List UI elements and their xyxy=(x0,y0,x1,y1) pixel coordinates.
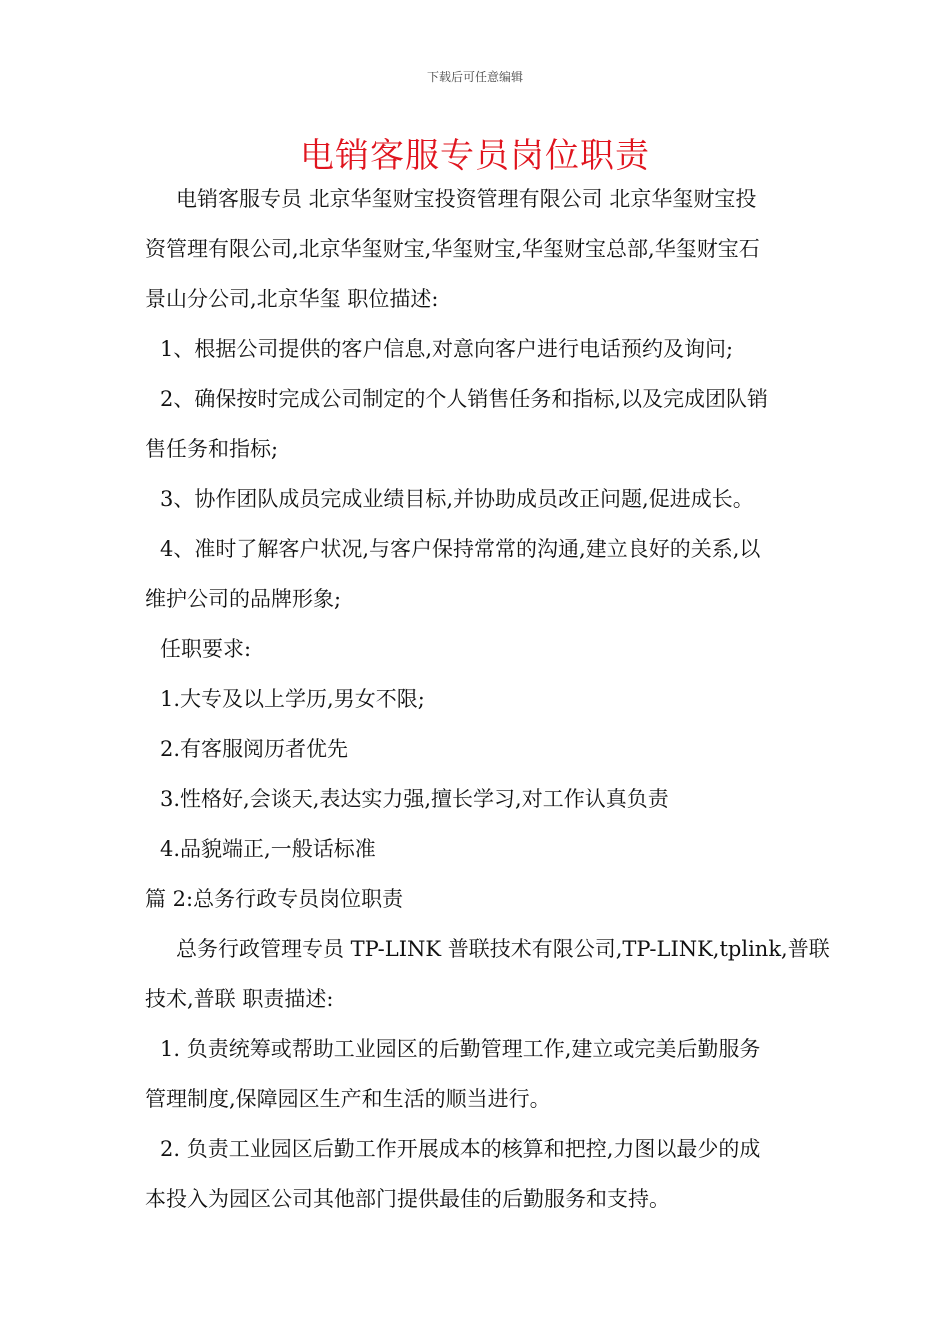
paragraph-line: 售任务和指标; xyxy=(145,437,279,461)
list-item: 1. 负责统筹或帮助工业园区的后勤管理工作,建立或完美后勤服务 xyxy=(160,1037,761,1061)
list-item: 4.品貌端正,一般话标准 xyxy=(160,837,376,861)
paragraph-line: 资管理有限公司,北京华玺财宝,华玺财宝,华玺财宝总部,华玺财宝石 xyxy=(145,237,760,261)
paragraph-line: 景山分公司,北京华玺 职位描述: xyxy=(145,287,439,311)
list-item: 2.有客服阅历者优先 xyxy=(160,737,349,761)
section-heading: 篇 2:总务行政专员岗位职责 xyxy=(145,887,404,911)
paragraph-line: 总务行政管理专员 TP-LINK 普联技术有限公司,TP-LINK,tplink,普联 xyxy=(176,937,830,961)
list-item: 1.大专及以上学历,男女不限; xyxy=(160,687,425,711)
list-item: 3、协作团队成员完成业绩目标,并协助成员改正问题,促进成长。 xyxy=(160,487,754,511)
header-note: 下载后可任意编辑 xyxy=(426,70,523,84)
list-item: 4、准时了解客户状况,与客户保持常常的沟通,建立良好的关系,以 xyxy=(160,537,761,561)
list-item: 2. 负责工业园区后勤工作开展成本的核算和把控,力图以最少的成 xyxy=(160,1137,761,1161)
paragraph-line: 本投入为园区公司其他部门提供最佳的后勤服务和支持。 xyxy=(145,1187,670,1211)
section-label: 任职要求: xyxy=(160,637,252,661)
paragraph-line: 电销客服专员 北京华玺财宝投资管理有限公司 北京华玺财宝投 xyxy=(176,187,757,211)
document-title: 电销客服专员岗位职责 xyxy=(300,136,650,176)
paragraph-line: 管理制度,保障园区生产和生活的顺当进行。 xyxy=(145,1087,551,1111)
paragraph-line: 技术,普联 职责描述: xyxy=(145,987,334,1011)
list-item: 2、确保按时完成公司制定的个人销售任务和指标,以及完成团队销 xyxy=(160,387,769,411)
list-item: 1、根据公司提供的客户信息,对意向客户进行电话预约及询问; xyxy=(160,337,734,361)
paragraph-line: 维护公司的品牌形象; xyxy=(145,587,342,611)
list-item: 3.性格好,会谈天,表达实力强,擅长学习,对工作认真负责 xyxy=(160,787,669,811)
